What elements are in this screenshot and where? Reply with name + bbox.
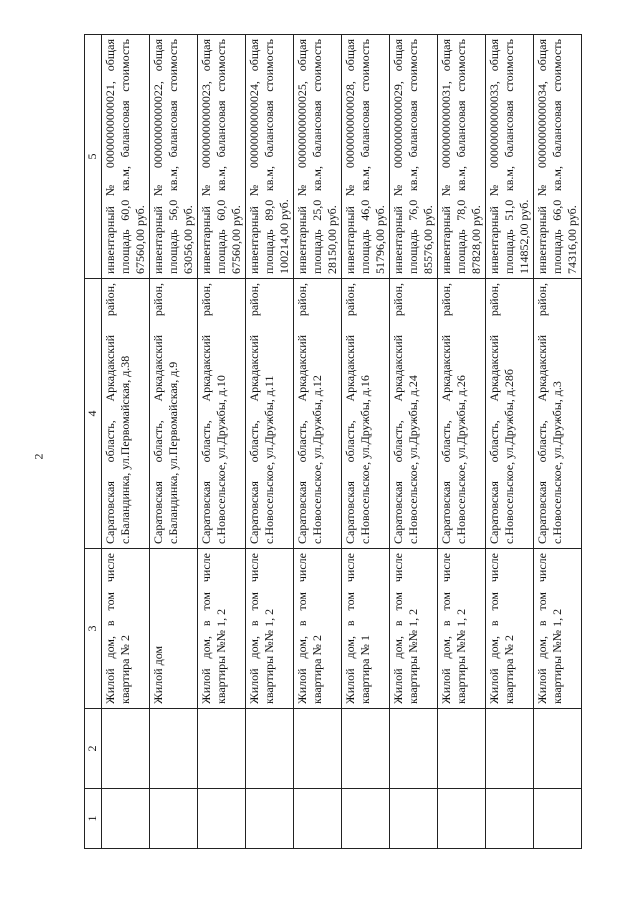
rotated-page-frame xyxy=(84,35,579,849)
cell-col2 xyxy=(438,709,486,789)
cell-col2 xyxy=(246,709,294,789)
cell-col2 xyxy=(102,709,150,789)
table-row xyxy=(294,35,342,849)
cell-col2 xyxy=(294,709,342,789)
object-details: инвентарный № 00000000000022, общая площадь 56,0 кв.м, балансовая стоимость 63056,00 руб. xyxy=(150,35,198,279)
table-row xyxy=(246,35,294,849)
object-details: инвентарный № 00000000000034, общая площадь 66,0 кв.м, балансовая стоимость 74316,00 руб. xyxy=(534,35,582,279)
object-details: инвентарный № 00000000000023, общая площадь 60,0 кв.м, балансовая стоимость 67560,00 руб. xyxy=(198,35,246,279)
table-row xyxy=(198,35,246,849)
column-number-row xyxy=(85,35,102,849)
cell-col1 xyxy=(342,789,390,849)
object-details: инвентарный № 00000000000024, общая площадь 89,0 кв.м, балансовая стоимость 100214,00 руб. xyxy=(246,35,294,279)
object-name: Жилой дом, в том числе квартира № 2 xyxy=(294,549,342,709)
table-row xyxy=(438,35,486,849)
cell-col2 xyxy=(342,709,390,789)
property-table xyxy=(84,34,582,849)
object-details: инвентарный № 00000000000028, общая площадь 46,0 кв.м, балансовая стоимость 51796,00 руб. xyxy=(342,35,390,279)
cell-col1 xyxy=(390,789,438,849)
object-name: Жилой дом, в том числе квартиры №№ 1, 2 xyxy=(246,549,294,709)
cell-col1 xyxy=(486,789,534,849)
rotated-table-container xyxy=(84,35,579,849)
object-address: Саратовская область, Аркадакский район, с.Новосельское, ул.Дружбы, д.16 xyxy=(342,279,390,549)
object-details: инвентарный № 00000000000031, общая площадь 78,0 кв.м, балансовая стоимость 87828,00 руб. xyxy=(438,35,486,279)
cell-col1 xyxy=(102,789,150,849)
object-name: Жилой дом, в том числе квартиры №№ 1, 2 xyxy=(438,549,486,709)
cell-col1 xyxy=(438,789,486,849)
object-address: Саратовская область, Аркадакский район, с.Новосельское, ул.Дружбы, д.26 xyxy=(438,279,486,549)
table-row xyxy=(390,35,438,849)
object-name: Жилой дом, в том числе квартиры №№ 1, 2 xyxy=(198,549,246,709)
cell-col1 xyxy=(150,789,198,849)
column-number: 4 xyxy=(85,279,102,549)
table-row xyxy=(342,35,390,849)
cell-col1 xyxy=(534,789,582,849)
object-name: Жилой дом, в том числе квартира № 1 xyxy=(342,549,390,709)
object-details: инвентарный № 00000000000029, общая площадь 76,0 кв.м, балансовая стоимость 85576,00 руб. xyxy=(390,35,438,279)
table-row xyxy=(534,35,582,849)
table-body xyxy=(102,35,582,849)
page-number: 2 xyxy=(31,453,46,460)
column-number: 5 xyxy=(85,35,102,279)
object-name: Жилой дом, в том числе квартиры №№ 1, 2 xyxy=(534,549,582,709)
object-details: инвентарный № 00000000000025, общая площадь 25,0 кв.м, балансовая стоимость 28150,00 руб. xyxy=(294,35,342,279)
column-number: 3 xyxy=(85,549,102,709)
object-address: Саратовская область, Аркадакский район, с.Новосельское, ул.Дружбы, д.3 xyxy=(534,279,582,549)
column-number: 2 xyxy=(85,709,102,789)
cell-col2 xyxy=(390,709,438,789)
object-details: инвентарный № 00000000000033, общая площадь 51,0 кв.м, балансовая стоимость 114852,00 руб. xyxy=(486,35,534,279)
table-row xyxy=(486,35,534,849)
table-row xyxy=(150,35,198,849)
cell-col2 xyxy=(486,709,534,789)
cell-col1 xyxy=(246,789,294,849)
object-address: Саратовская область, Аркадакский район, с.Новосельское, ул.Дружбы, д.12 xyxy=(294,279,342,549)
object-address: Саратовская область, Аркадакский район, с.Новосельское, ул.Дружбы, д.28б xyxy=(486,279,534,549)
cell-col1 xyxy=(198,789,246,849)
cell-col2 xyxy=(534,709,582,789)
table-row xyxy=(102,35,150,849)
cell-col2 xyxy=(150,709,198,789)
column-number: 1 xyxy=(85,789,102,849)
object-name: Жилой дом, в том числе квартиры №№ 1, 2 xyxy=(390,549,438,709)
object-name: Жилой дом, в том числе квартира № 2 xyxy=(102,549,150,709)
object-address: Саратовская область, Аркадакский район, с.Новосельское, ул.Дружбы, д.24 xyxy=(390,279,438,549)
object-address: Саратовская область, Аркадакский район, с.Баландинка, ул.Первомайская, д.38 xyxy=(102,279,150,549)
table-header xyxy=(85,35,102,849)
object-name: Жилой дом xyxy=(150,549,198,709)
object-name: Жилой дом, в том числе квартира № 2 xyxy=(486,549,534,709)
object-details: инвентарный № 00000000000021, общая площадь 60,0 кв.м, балансовая стоимость 67560,00 руб. xyxy=(102,35,150,279)
object-address: Саратовская область, Аркадакский район, с.Баландинка, ул.Первомайская, д.9 xyxy=(150,279,198,549)
object-address: Саратовская область, Аркадакский район, с.Новосельское, ул.Дружбы, д.10 xyxy=(198,279,246,549)
object-address: Саратовская область, Аркадакский район, с.Новосельское, ул.Дружбы, д.11 xyxy=(246,279,294,549)
cell-col2 xyxy=(198,709,246,789)
cell-col1 xyxy=(294,789,342,849)
